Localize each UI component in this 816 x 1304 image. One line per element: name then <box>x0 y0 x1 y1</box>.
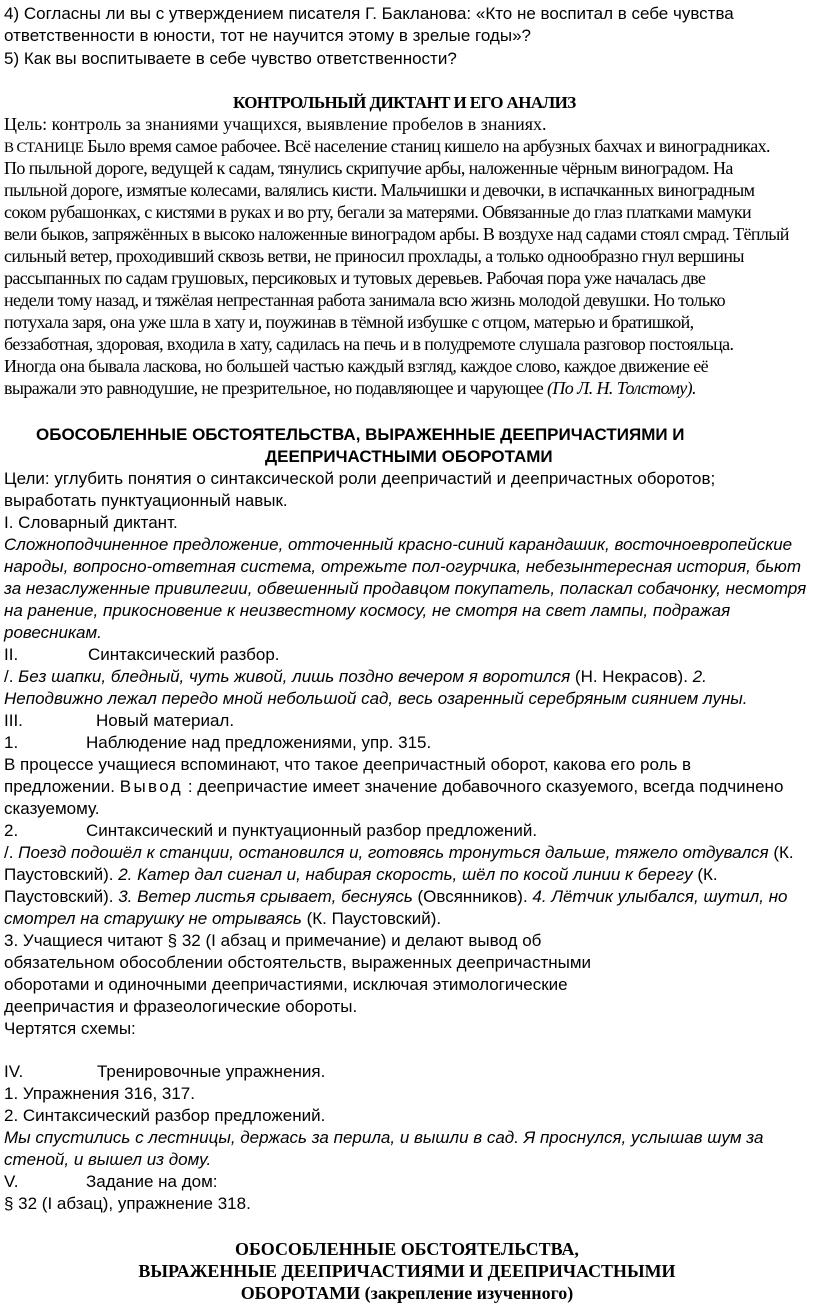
dictation-text-line-12 <box>4 378 696 399</box>
dictation-text-line-5: вели быков, запряжённых в высоко наложенные виноградом арбы. В воздухе над садами стоял смрад. Тёплый <box>4 224 789 244</box>
parse-2-number: 2. <box>692 667 707 686</box>
example-4-author: (К. Паустовский). <box>301 909 442 928</box>
dictation-source: (По Л. Н. Толстому). <box>547 378 696 398</box>
example-line-2 <box>4 864 718 885</box>
lesson2-heading-line3 <box>0 1283 814 1304</box>
example-line-4 <box>4 908 441 929</box>
example-1-author: (К. <box>768 843 794 862</box>
item3-line-3: оборотами и одиночными деепричастиями, исключая этимологические <box>4 975 568 994</box>
lesson1-goals-line2: выработать пунктуационный навык. <box>4 491 288 510</box>
question-4-line1: 4) Согласны ли вы с утверждением писателя Г. Бакланова: «Кто не воспитал в себе чувства <box>4 4 734 23</box>
dictation-goal: Цель: контроль за знаниями учащихся, выявление пробелов в знаниях. <box>4 114 547 134</box>
dictation-text-line-1-body: Было время самое рабочее. Всё население станиц кишело на арбузных бахчах и виноградниках. <box>87 136 770 156</box>
parse-1-author: (Н. Некрасов). <box>570 667 693 686</box>
lesson1-goals-line1: Цели: углубить понятия о синтаксической роли деепричастий и деепричастных оборотов; <box>4 469 716 488</box>
question-5: 5) Как вы воспитываете в себе чувство ответственности? <box>4 49 457 68</box>
dictation-text-line-3: пыльной дороге, измятые колесами, валялись кисти. Мальчишки и девочки, в испачканных виноградным <box>4 180 755 200</box>
dictation-text-line-9: потухала заря, она уже шла в хату и, поужинав в тёмной избушке с отцом, матерью и братишкой, <box>4 312 694 332</box>
section2-title: Синтаксический разбор. <box>88 645 280 664</box>
dictation-text-line-1 <box>4 136 770 159</box>
example-1-author-cont: Паустовский). <box>4 865 119 884</box>
section5-number: V. <box>4 1172 19 1191</box>
conclusion-label: Вывод <box>119 777 184 796</box>
lesson2-heading-suffix: (закрепление изученного) <box>360 1283 574 1303</box>
item3-line-1: 3. Учащиеся читают § 32 (I абзац и примечание) и делают вывод об <box>4 931 542 950</box>
lesson1-heading-line1: ОБОСОБЛЕННЫЕ ОБСТОЯТЕЛЬСТВА, ВЫРАЖЕННЫЕ ДЕЕПРИЧАСТИЯМИ И <box>36 425 685 444</box>
training-item-1: 1. Упражнения 316, 317. <box>4 1084 195 1103</box>
section1-title: I. Словарный диктант. <box>4 513 178 532</box>
example-1-number: /. <box>4 843 19 862</box>
example-4-sentence-cont: смотрел на старушку не отрываясь <box>4 909 302 928</box>
vocab-line-1: Сложноподчиненное предложение, отточенный красно-синий карандашик, восточноевропейские <box>4 535 793 554</box>
dictation-heading: КОНТРОЛЬНЫЙ ДИКТАНТ И ЕГО АНАЛИЗ <box>233 93 576 112</box>
lesson1-heading-line2: ДЕЕПРИЧАСТНЫМИ ОБОРОТАМИ <box>265 447 553 466</box>
process-line-2-start: предложении. <box>4 777 120 796</box>
vocab-line-2: народы, вопросно-ответная система, отрежьте пол-огурчика, небезынтересная история, бьют <box>4 557 801 576</box>
section4-title: Тренировочные упражнения. <box>97 1062 326 1081</box>
question-4-line2: ответственности в юности, тот не научится этому в зрелые годы»? <box>4 26 531 45</box>
item3-line-4: деепричастия и фразеологические обороты. <box>4 997 358 1016</box>
dictation-text-line-4: соком рубашонках, с кистями в руках и во рту, бегали за матерями. Обвязанные до глаз платками мамуки <box>4 202 752 222</box>
example-3-author: (Овсянников). <box>412 887 533 906</box>
example-4-sentence: 4. Лётчик улыбался, шутил, но <box>532 887 788 906</box>
training-item-2: 2. Синтаксический разбор предложений. <box>4 1106 326 1125</box>
lesson2-heading-line2: ВЫРАЖЕННЫЕ ДЕЕПРИЧАСТИЯМИ И ДЕЕПРИЧАСТНЫМИ <box>138 1261 676 1281</box>
example-2-author: (К. <box>692 865 718 884</box>
example-line-1 <box>4 842 794 863</box>
example-2-author-cont: Паустовский). <box>4 887 119 906</box>
process-line-2-rest: : деепричастие имеет значение добавочного сказуемого, всегда подчинено <box>183 777 784 796</box>
parse-1-sentence: Без шапки, бледный, чуть живой, лишь поздно вечером я воротился <box>18 667 571 686</box>
item1-title: Наблюдение над предложениями, упр. 315. <box>86 733 432 752</box>
dictation-text-line-11: Иногда она бывала ласкова, но большей частью каждый взгляд, каждое слово, каждое движение её <box>4 356 709 376</box>
example-2-sentence: 2. Катер дал сигнал и, набирая скорость, шёл по косой линии к берегу <box>118 865 693 884</box>
example-3-sentence: 3. Ветер листья срывает, беснуясь <box>118 887 413 906</box>
example-line-3 <box>4 886 788 907</box>
section4-number: IV. <box>4 1062 24 1081</box>
process-line-3: сказуемому. <box>4 799 100 818</box>
process-line-2 <box>4 776 783 797</box>
section2-number: II. <box>4 645 19 664</box>
lesson2-heading-main: ОБОРОТАМИ <box>240 1283 361 1303</box>
parse-line-2: Неподвижно лежал передо мной небольшой сад, весь озаренный серебряным сиянием луны. <box>4 689 748 708</box>
parse-line-1 <box>4 666 707 687</box>
dictation-text-intro: В СТАНИЦЕ <box>4 140 84 156</box>
parse-1-number: /. <box>4 667 19 686</box>
example-1-sentence: Поезд подошёл к станции, остановился и, готовясь тронуться дальше, тяжело отдувался <box>18 843 769 862</box>
item3-line-2: обязательном обособлении обстоятельств, выраженных деепричастными <box>4 953 592 972</box>
schemes-label: Чертятся схемы: <box>4 1019 136 1038</box>
homework: § 32 (I абзац), упражнение 318. <box>4 1194 251 1213</box>
item2-title: Синтаксический и пунктуационный разбор предложений. <box>86 821 538 840</box>
training-example-line-1: Мы спустились с лестницы, держась за перила, и вышли в сад. Я проснулся, услышав шум за <box>4 1128 764 1147</box>
dictation-text-line-7: рассыпанных по садам грушовых, персиковых и тутовых деревьев. Рабочая пора уже началась две <box>4 268 706 288</box>
section3-title: Новый материал. <box>96 711 235 730</box>
section5-title: Задание на дом: <box>86 1172 218 1191</box>
item1-number: 1. <box>4 733 19 752</box>
vocab-line-5: ровесникам. <box>4 623 102 642</box>
training-example-line-2: стеной, и вышел из дому. <box>4 1150 212 1169</box>
vocab-line-4: на ранение, прикосновение к неизвестному космосу, не смотря на свет лампы, подражая <box>4 601 731 620</box>
dictation-text-line-6: сильный ветер, проходивший сквозь ветви, не приносил прохлады, а только однообразно гнул вершины <box>4 246 744 266</box>
dictation-text-line-12-body: выражали это равнодушие, не презрительное, но подавляющее и чарующее <box>4 378 548 398</box>
process-line-1: В процессе учащиеся вспоминают, что такое деепричастный оборот, какова его роль в <box>4 755 692 774</box>
item2-number: 2. <box>4 821 19 840</box>
lesson2-heading-line1: ОБОСОБЛЕННЫЕ ОБСТОЯТЕЛЬСТВА, <box>235 1239 579 1259</box>
dictation-text-line-2: По пыльной дороге, ведущей к садам, тянулись скрипучие арбы, наложенные чёрным виноградом. На <box>4 158 733 178</box>
dictation-text-line-8: недели тому назад, и тяжёлая непрестанная работа занимала всю жизнь молодой девушки. Но только <box>4 290 725 310</box>
vocab-line-3: за незаслуженные привилегии, обвешенный продавцом покупатель, поласкал собачонку, несмотря <box>4 579 807 598</box>
dictation-text-line-10: беззаботная, здоровая, входила в хату, садилась на печь и в полудремоте слушала разговор постояльца. <box>4 334 734 354</box>
section3-number: III. <box>4 711 23 730</box>
